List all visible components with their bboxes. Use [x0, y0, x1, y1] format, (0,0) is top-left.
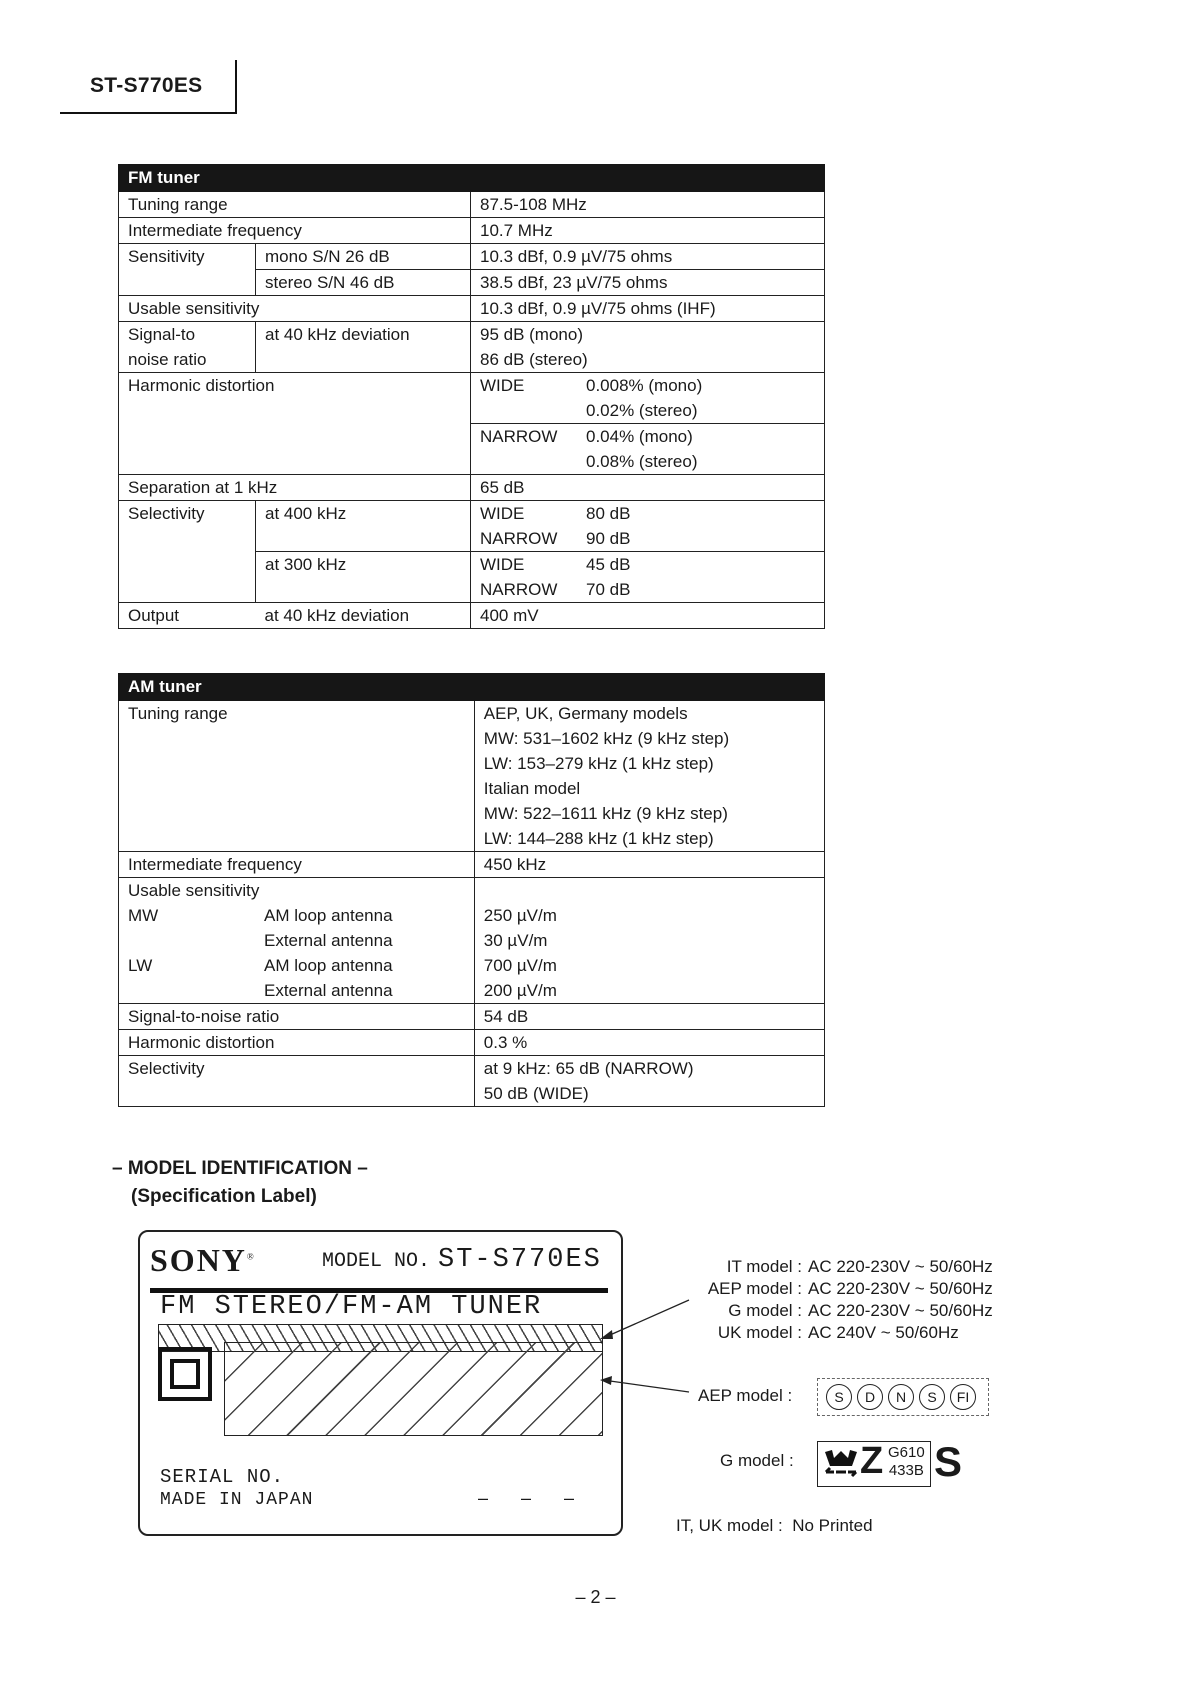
fm-tuning-value: 87.5-108 MHz — [471, 192, 825, 218]
am-tuning-g2-lw: LW: 144–288 kHz (1 kHz step) — [474, 826, 824, 852]
label-product-name: FM STEREO/FM-AM TUNER — [160, 1292, 543, 1322]
fm-thd-wide-stereo: 0.02% (stereo) — [471, 398, 825, 424]
am-mw-loop-value: 250 µV/m — [474, 903, 824, 928]
g-mark-z: Z — [860, 1440, 884, 1482]
fm-snr-label: Signal-to — [119, 322, 256, 348]
fm-title: FM tuner — [119, 165, 825, 192]
fm-sel-300-narrow: NARROW 70 dB — [471, 577, 825, 603]
fm-thd-wide-mono: WIDE 0.008% (mono) — [471, 373, 825, 399]
am-tuning-g1-mw: MW: 531–1602 kHz (9 kHz step) — [474, 726, 824, 751]
am-tuning-group-1: AEP, UK, Germany models — [474, 701, 824, 727]
power-row-uk: UK model : AC 240V ~ 50/60Hz — [717, 1323, 959, 1342]
fm-tuning-label: Tuning range — [119, 192, 471, 218]
am-thd-value: 0.3 % — [474, 1030, 824, 1056]
label-model-no: MODEL NO. ST-S770ES — [322, 1245, 602, 1275]
fm-snr-label-2: noise ratio — [119, 347, 256, 373]
fimko-mark-icon: FI — [950, 1384, 976, 1410]
no-print-row: IT, UK model : No Printed — [676, 1516, 873, 1535]
fm-sel-300-cond: at 300 kHz — [256, 552, 471, 578]
g-mark-code: G610 433B — [888, 1444, 925, 1479]
label-serial: SERIAL NO. — [160, 1466, 285, 1488]
am-selectivity-wide: 50 dB (WIDE) — [474, 1081, 824, 1107]
fm-sens-mono-value: 10.3 dBf, 0.9 µV/75 ohms — [471, 244, 825, 270]
power-row-aep: AEP model : AC 220-230V ~ 50/60Hz — [707, 1279, 993, 1298]
fm-thd-label: Harmonic distortion — [119, 373, 471, 399]
nemko-mark-icon: N — [888, 1384, 914, 1410]
fm-thd-narrow-stereo: 0.08% (stereo) — [471, 449, 825, 475]
fm-selectivity-label: Selectivity — [119, 501, 256, 527]
fm-sel-400-cond: at 400 kHz — [256, 501, 471, 527]
g-marks-label: G model : — [720, 1451, 794, 1470]
fm-sensitivity-label: Sensitivity — [119, 244, 256, 270]
am-tuning-group-2: Italian model — [474, 776, 824, 801]
g-approval-mark — [817, 1441, 931, 1487]
fm-output-value: 400 mV — [471, 603, 825, 629]
fm-usable-label: Usable sensitivity — [119, 296, 471, 322]
g-mark-s: S — [934, 1438, 963, 1485]
am-tuning-g1-lw: LW: 153–279 kHz (1 kHz step) — [474, 751, 824, 776]
am-selectivity-narrow: at 9 kHz: 65 dB (NARROW) — [474, 1056, 824, 1082]
am-usable-lw-loop-row: LW AM loop antenna — [119, 953, 475, 978]
fm-snr-mono: 95 dB (mono) — [471, 322, 825, 348]
am-snr-label: Signal-to-noise ratio — [119, 1004, 475, 1030]
am-mw-ext-value: 30 µV/m — [474, 928, 824, 953]
aep-marks-label: AEP model : — [698, 1386, 793, 1405]
model-id-heading: – MODEL IDENTIFICATION – — [112, 1158, 368, 1179]
fm-snr-stereo: 86 dB (stereo) — [471, 347, 825, 373]
semko-mark-icon: S — [826, 1384, 852, 1410]
am-selectivity-label: Selectivity — [119, 1056, 475, 1082]
am-tuning-g2-mw: MW: 522–1611 kHz (9 kHz step) — [474, 801, 824, 826]
power-row-it: IT model : AC 220-230V ~ 50/60Hz — [726, 1257, 993, 1276]
power-row-g: G model : AC 220-230V ~ 50/60Hz — [728, 1301, 993, 1320]
am-thd-label: Harmonic distortion — [119, 1030, 475, 1056]
fm-if-label: Intermediate frequency — [119, 218, 471, 244]
fm-if-value: 10.7 MHz — [471, 218, 825, 244]
aep-approval-marks — [817, 1378, 989, 1416]
fm-thd-narrow-mono: NARROW 0.04% (mono) — [471, 424, 825, 450]
fm-usable-value: 10.3 dBf, 0.9 µV/75 ohms (IHF) — [471, 296, 825, 322]
label-made-in: MADE IN JAPAN — [160, 1490, 314, 1510]
fm-sel-400-wide: WIDE 80 dB — [471, 501, 825, 527]
power-ratings — [686, 1256, 993, 1344]
s-mark-icon: S — [919, 1384, 945, 1410]
sony-logo: SONY® — [150, 1242, 256, 1278]
am-title: AM tuner — [119, 674, 825, 701]
am-if-value: 450 kHz — [474, 852, 824, 878]
fm-separation-value: 65 dB — [471, 475, 825, 501]
am-usable-label: Usable sensitivity — [119, 878, 475, 904]
am-usable-lw-ext-row: External antenna — [119, 978, 475, 1004]
demko-mark-icon: D — [857, 1384, 883, 1410]
page-number: – 2 – — [575, 1587, 616, 1607]
post-horn-icon — [822, 1446, 860, 1480]
fm-snr-cond: at 40 kHz deviation — [256, 322, 471, 348]
model-id-subheading: (Specification Label) — [131, 1186, 317, 1207]
fm-sel-300-wide: WIDE 45 dB — [471, 552, 825, 578]
model-header: ST-S770ES — [90, 74, 203, 97]
fm-output-cond: at 40 kHz deviation — [256, 603, 471, 629]
fm-sens-stereo-value: 38.5 dBf, 23 µV/75 ohms — [471, 270, 825, 296]
fm-output-label: Output — [119, 603, 256, 629]
am-snr-value: 54 dB — [474, 1004, 824, 1030]
fm-separation-label: Separation at 1 kHz — [119, 475, 471, 501]
fm-sens-mono-cond: mono S/N 26 dB — [256, 244, 471, 270]
am-if-label: Intermediate frequency — [119, 852, 475, 878]
fm-sel-400-narrow: NARROW 90 dB — [471, 526, 825, 552]
label-dashes: – – – — [478, 1488, 589, 1508]
am-usable-mw-loop-row: MW AM loop antenna — [119, 903, 475, 928]
am-usable-mw-ext-row: External antenna — [119, 928, 475, 953]
am-lw-ext-value: 200 µV/m — [474, 978, 824, 1004]
fm-sens-stereo-cond: stereo S/N 46 dB — [256, 270, 471, 296]
am-lw-loop-value: 700 µV/m — [474, 953, 824, 978]
am-tuning-label: Tuning range — [119, 701, 475, 727]
